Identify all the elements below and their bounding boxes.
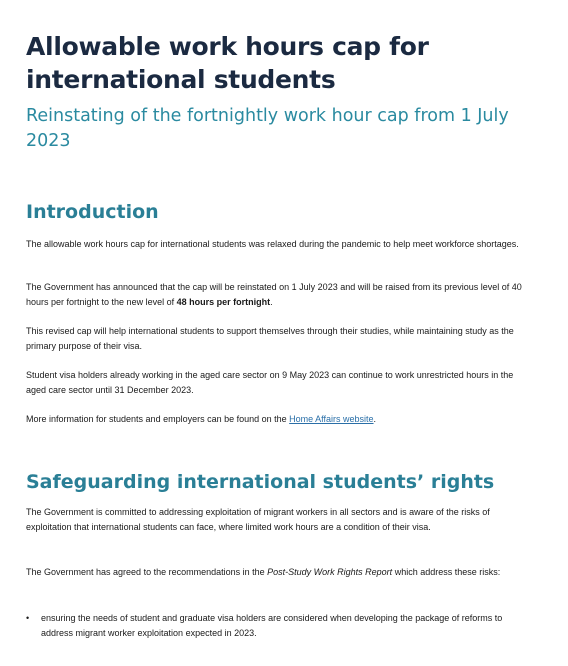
intro-paragraph-2-text: The Government has announced that the cap will be reinstated on 1 July 2023 and will be raised from its previous level of 40 hours per fortnight to the new level of [26,282,522,307]
safeguarding-paragraph-2-text: The Government has agreed to the recommendations in the [26,567,268,577]
work-hours-cap-value: 48 hours per fortnight [176,297,271,307]
intro-paragraph-2 [26,280,531,310]
intro-paragraph-2-end: . [270,297,273,307]
intro-paragraph-1: The allowable work hours cap for international students was relaxed during the pandemic to help meet workforce shortages. [26,239,519,249]
introduction-heading: Introduction [26,201,159,223]
home-affairs-website-link[interactable]: Home Affairs website [289,414,374,424]
safeguarding-heading: Safeguarding international students’ rights [26,471,495,493]
safeguarding-paragraph-2 [26,565,531,580]
intro-paragraph-5-text: More information for students and employers can be found on the [26,414,290,424]
document-title: Allowable work hours cap for international students [26,32,429,94]
intro-paragraph-3: This revised cap will help international students to support themselves through their studies, while maintaining study as the primary purpose of their visa. [26,326,514,351]
bullet-icon: • [26,613,30,623]
intro-paragraph-5-end: . [373,414,377,424]
safeguarding-paragraph-1: The Government is committed to addressing exploitation of migrant workers in all sectors and is aware of the risks of exploitation that international students can face, where limited work hours are a condition of their visa. [26,507,490,532]
intro-paragraph-4: Student visa holders already working in the aged care sector on 9 May 2023 can continue to work unrestricted hours in the aged care sector until 31 December 2023. [26,370,514,395]
safeguarding-paragraph-2-end: which address these risks: [392,567,501,577]
document-subtitle: Reinstating of the fortnightly work hour cap from 1 July 2023 [26,106,509,151]
intro-paragraph-5 [26,412,531,427]
report-title: Post-Study Work Rights Report [267,567,393,577]
list-item-text: ensuring the needs of student and graduate visa holders are considered when developing the package of reforms to address migrant worker exploitation expected in 2023. [41,613,503,638]
